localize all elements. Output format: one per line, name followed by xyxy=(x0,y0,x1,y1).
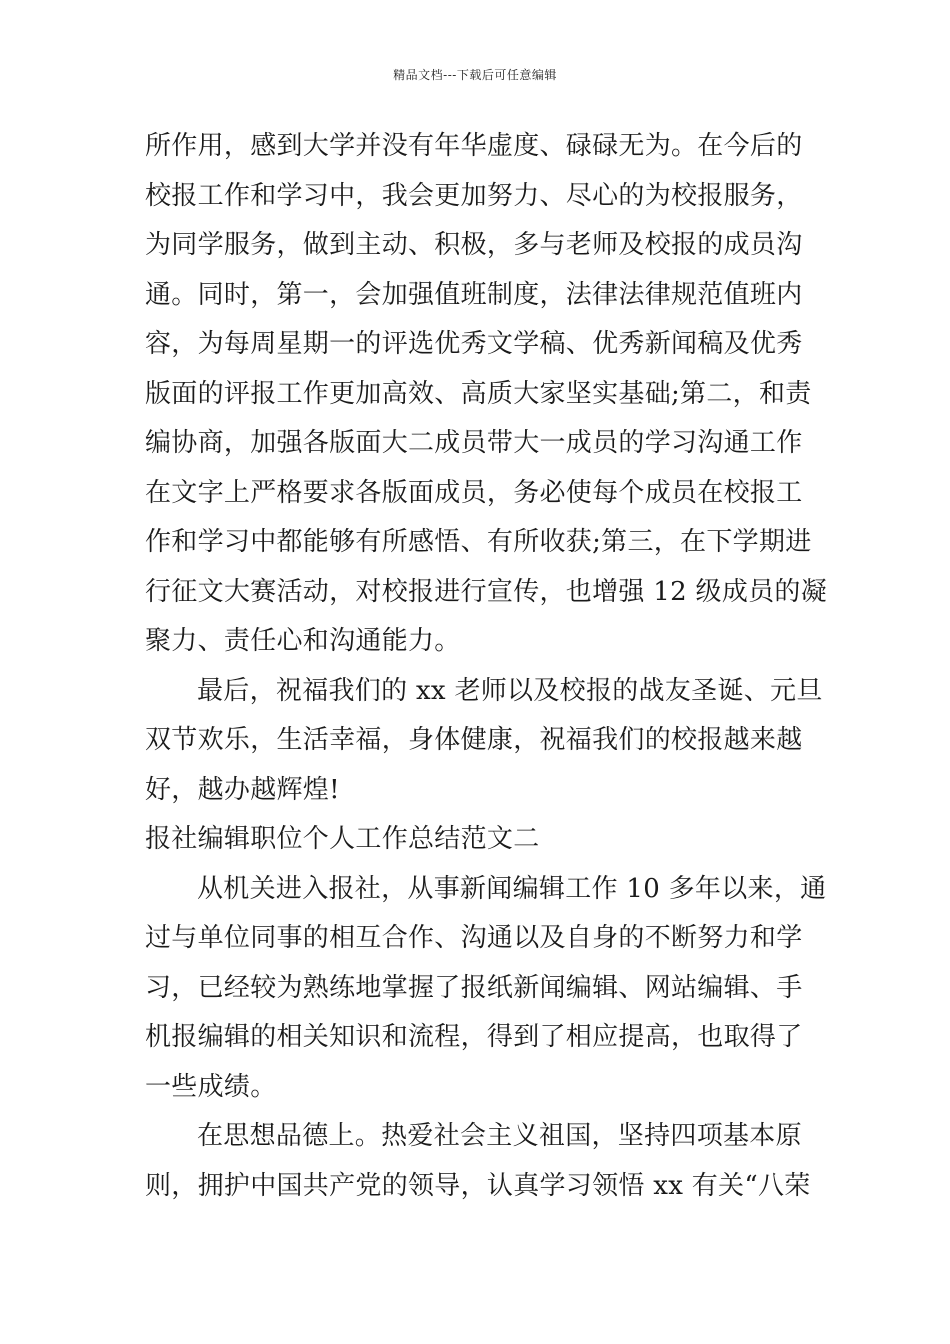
text-line: 在文字上严格要求各版面成员，务必使每个成员在校报工 xyxy=(145,477,803,508)
paragraph xyxy=(145,122,828,667)
text-line: 通。同时，第一，会加强值班制度，法律法律规范值班内 xyxy=(145,279,803,310)
text-line: 习，已经较为熟练地掌握了报纸新闻编辑、网站编辑、手 xyxy=(145,972,803,1003)
text-line: 从机关进入报社，从事新闻编辑工作 10 多年以来，通 xyxy=(197,873,827,904)
text-line: 行征文大赛活动，对校报进行宣传，也增强 12 级成员的凝 xyxy=(145,576,828,607)
text-line: 一些成绩。 xyxy=(145,1071,277,1102)
text-line: 编协商，加强各版面大二成员带大一成员的学习沟通工作 xyxy=(145,428,803,458)
paragraph xyxy=(145,1112,815,1211)
text-line: 过与单位同事的相互合作、沟通以及自身的不断努力和学 xyxy=(145,923,803,953)
text-line: 为同学服务，做到主动、积极，多与老师及校报的成员沟 xyxy=(145,230,803,260)
heading-line: 报社编辑职位个人工作总结范文二 xyxy=(145,824,540,854)
text-line: 容，为每周星期一的评选优秀文学稿、优秀新闻稿及优秀 xyxy=(145,329,803,359)
section-heading xyxy=(145,815,815,865)
text-line: 最后，祝福我们的 xx 老师以及校报的战友圣诞、元旦 xyxy=(197,675,823,706)
text-line: 则，拥护中国共产党的领导，认真学习领悟 xx 有关“八荣 xyxy=(145,1170,811,1201)
text-line: 聚力、责任心和沟通能力。 xyxy=(145,626,461,656)
text-line: 作和学习中都能够有所感悟、有所收获;第三，在下学期进 xyxy=(145,527,812,557)
text-line: 机报编辑的相关知识和流程，得到了相应提高，也取得了 xyxy=(145,1022,803,1052)
paragraph xyxy=(145,865,827,1113)
text-line: 版面的评报工作更加高效、高质大家坚实基础;第二，和责 xyxy=(145,378,812,409)
text-line: 所作用，感到大学并没有年华虚度、碌碌无为。在今后的 xyxy=(145,131,803,161)
text-line: 在思想品德上。热爱社会主义祖国，坚持四项基本原 xyxy=(197,1121,802,1151)
page-header: 精品文档---下载后可任意编辑 xyxy=(393,68,557,82)
text-line: 好，越办越辉煌! xyxy=(145,774,340,805)
paragraph xyxy=(145,667,823,816)
text-line: 双节欢乐，生活幸福，身体健康，祝福我们的校报越来越 xyxy=(145,725,803,755)
document-body xyxy=(145,122,828,1211)
text-line: 校报工作和学习中，我会更加努力、尽心的为校报服务， xyxy=(145,180,803,211)
